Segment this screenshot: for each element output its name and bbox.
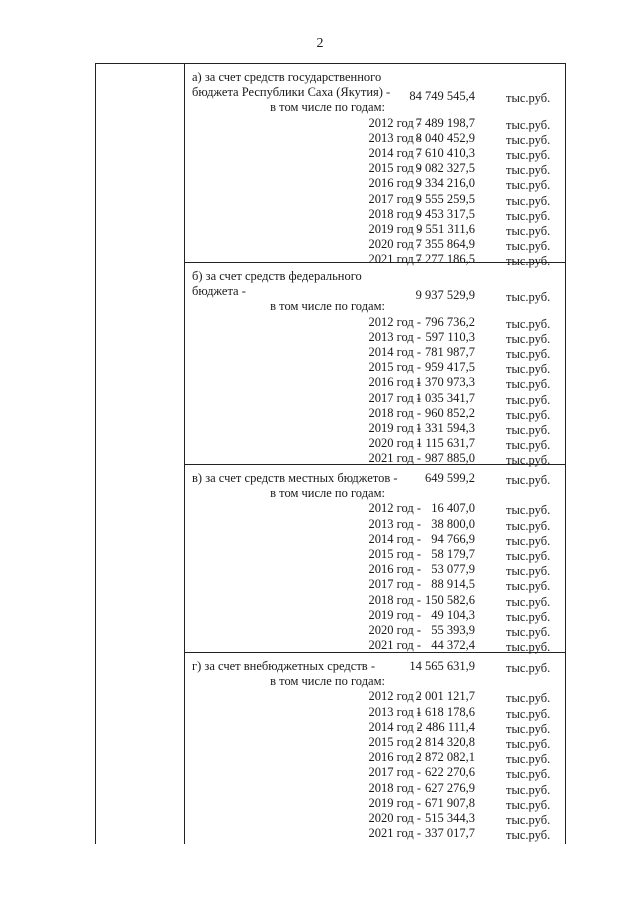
section-total: 9 937 529,9 [415,288,475,303]
year-amount: 8 040 452,9 [415,130,475,145]
year-unit: тыс.руб. [506,691,551,706]
section-total-unit: тыс.руб. [506,290,551,305]
year-label: 2018 год - [368,206,421,221]
year-amount: 796 736,2 [425,314,475,329]
year-label: 2014 год - [368,719,421,734]
year-amount: 88 914,5 [431,577,475,592]
year-label: 2012 год - [368,689,421,704]
year-label: 2015 год - [368,547,421,561]
year-amount: 55 393,9 [431,623,475,637]
section-title-line: бюджета Республики Саха (Якутия) - [192,85,391,100]
year-unit: тыс.руб. [506,782,551,797]
year-unit: тыс.руб. [506,254,551,269]
year-label: 2020 год - [368,237,421,252]
funding-table [95,63,566,844]
year-unit: тыс.руб. [506,594,551,609]
year-label: 2012 год - [368,314,421,329]
year-amount: 959 417,5 [425,360,475,375]
year-unit: тыс.руб. [506,163,551,178]
year-unit: тыс.руб. [506,549,551,563]
year-label: 2021 год - [368,638,421,653]
year-amount: 515 344,3 [425,811,475,825]
year-amount: 2 486 111,4 [416,719,475,734]
section-total-unit: тыс.руб. [506,91,551,106]
year-amount: 1 115 631,7 [416,436,475,451]
year-label: 2019 год - [368,795,421,810]
year-label: 2020 год - [368,623,421,637]
section-total: 14 565 631,9 [409,659,475,673]
year-amount: 9 555 259,5 [415,191,475,206]
year-label: 2019 год - [368,421,421,435]
year-label: 2013 год - [368,704,421,719]
year-amount: 38 800,0 [431,516,475,531]
year-label: 2017 год - [368,390,421,405]
year-unit: тыс.руб. [506,453,551,468]
years-subheading: в том числе по годам: [270,486,385,501]
year-label: 2015 год - [368,360,421,375]
funding-section [184,464,565,653]
section-total: 649 599,2 [425,471,475,485]
section-title-line: в) за счет средств местных бюджетов - [192,471,398,485]
funding-section [184,262,565,468]
year-label: 2020 год - [368,811,421,825]
year-amount: 2 814 320,8 [415,735,475,749]
year-amount: 1 618 178,6 [415,704,475,719]
year-amount: 7 489 198,7 [415,115,475,130]
year-amount: 49 104,3 [431,607,475,622]
year-label: 2017 год - [368,191,421,206]
year-label: 2018 год - [368,592,421,607]
section-title-line: б) за счет средств федерального [192,269,362,283]
year-unit: тыс.руб. [506,706,551,721]
year-label: 2012 год - [368,115,421,130]
year-unit: тыс.руб. [506,316,551,331]
year-amount: 53 077,9 [431,562,475,577]
year-label: 2017 год - [368,765,421,780]
year-amount: 7 610 410,3 [415,146,475,160]
section-title-line: бюджета - [192,284,246,299]
year-amount: 58 179,7 [431,547,475,561]
year-unit: тыс.руб. [506,767,551,782]
year-amount: 9 551 311,6 [416,222,475,236]
year-unit: тыс.руб. [506,797,551,812]
year-unit: тыс.руб. [506,148,551,162]
year-unit: тыс.руб. [506,737,551,751]
year-label: 2020 год - [368,436,421,451]
year-unit: тыс.руб. [506,533,551,548]
year-unit: тыс.руб. [506,752,551,767]
year-unit: тыс.руб. [506,132,551,147]
year-unit: тыс.руб. [506,193,551,208]
year-amount: 7 277 186,5 [415,252,475,267]
years-subheading: в том числе по годам: [270,100,385,115]
year-amount: 2 001 121,7 [415,689,475,704]
year-label: 2016 год - [368,562,421,577]
year-unit: тыс.руб. [506,438,551,453]
year-unit: тыс.руб. [506,518,551,533]
year-amount: 671 907,8 [425,795,475,810]
funding-section [184,652,565,846]
year-amount: 9 334 216,0 [415,176,475,191]
year-amount: 9 082 327,5 [415,161,475,176]
section-total-unit: тыс.руб. [506,473,551,487]
year-label: 2017 год - [368,577,421,592]
year-amount: 150 582,6 [425,592,475,607]
year-amount: 9 453 317,5 [415,206,475,221]
year-unit: тыс.руб. [506,423,551,437]
funding-section [184,64,565,269]
year-amount: 94 766,9 [431,531,475,546]
section-total-unit: тыс.руб. [506,661,551,675]
year-unit: тыс.руб. [506,331,551,346]
year-unit: тыс.руб. [506,362,551,377]
year-unit: тыс.руб. [506,117,551,132]
year-amount: 2 872 082,1 [415,750,475,765]
section-total: 84 749 545,4 [409,89,475,104]
year-label: 2015 год - [368,161,421,176]
year-unit: тыс.руб. [506,392,551,407]
year-label: 2016 год - [368,750,421,765]
year-unit: тыс.руб. [506,503,551,518]
year-unit: тыс.руб. [506,579,551,594]
year-unit: тыс.руб. [506,640,551,655]
year-unit: тыс.руб. [506,564,551,579]
year-label: 2014 год - [368,146,421,160]
year-label: 2021 год - [368,451,421,466]
year-label: 2018 год - [368,780,421,795]
year-label: 2021 год - [368,252,421,267]
year-label: 2018 год - [368,405,421,420]
year-label: 2014 год - [368,345,421,359]
year-unit: тыс.руб. [506,721,551,736]
page-number: 2 [316,36,324,51]
year-unit: тыс.руб. [506,377,551,392]
year-unit: тыс.руб. [506,239,551,254]
year-unit: тыс.руб. [506,224,551,238]
year-label: 2019 год - [368,222,421,236]
year-label: 2014 год - [368,531,421,546]
year-unit: тыс.руб. [506,208,551,223]
year-amount: 1 370 973,3 [415,375,475,390]
year-label: 2016 год - [368,176,421,191]
years-subheading: в том числе по годам: [270,674,385,689]
year-unit: тыс.руб. [506,407,551,422]
year-label: 2019 год - [368,607,421,622]
year-label: 2016 год - [368,375,421,390]
section-title-line: а) за счет средств государственного [192,70,382,84]
year-label: 2015 год - [368,735,421,749]
year-amount: 627 276,9 [425,780,475,795]
year-unit: тыс.руб. [506,347,551,361]
section-title-line: г) за счет внебюджетных средств - [192,659,375,673]
year-label: 2012 год - [368,501,421,516]
year-unit: тыс.руб. [506,625,551,639]
year-amount: 1 035 341,7 [415,390,475,405]
year-amount: 337 017,7 [425,826,475,841]
year-amount: 987 885,0 [425,451,475,466]
year-amount: 597 110,3 [425,329,475,344]
year-label: 2013 год - [368,516,421,531]
year-unit: тыс.руб. [506,609,551,624]
year-label: 2013 год - [368,329,421,344]
years-subheading: в том числе по годам: [270,299,385,314]
year-amount: 16 407,0 [431,501,475,516]
year-amount: 7 355 864,9 [415,237,475,252]
year-amount: 960 852,2 [425,405,475,420]
year-amount: 781 987,7 [425,345,475,359]
year-amount: 44 372,4 [431,638,475,653]
year-amount: 622 270,6 [425,765,475,780]
year-label: 2013 год - [368,130,421,145]
year-label: 2021 год - [368,826,421,841]
year-unit: тыс.руб. [506,828,551,843]
year-unit: тыс.руб. [506,813,551,827]
year-amount: 1 331 594,3 [415,421,475,435]
year-unit: тыс.руб. [506,178,551,193]
